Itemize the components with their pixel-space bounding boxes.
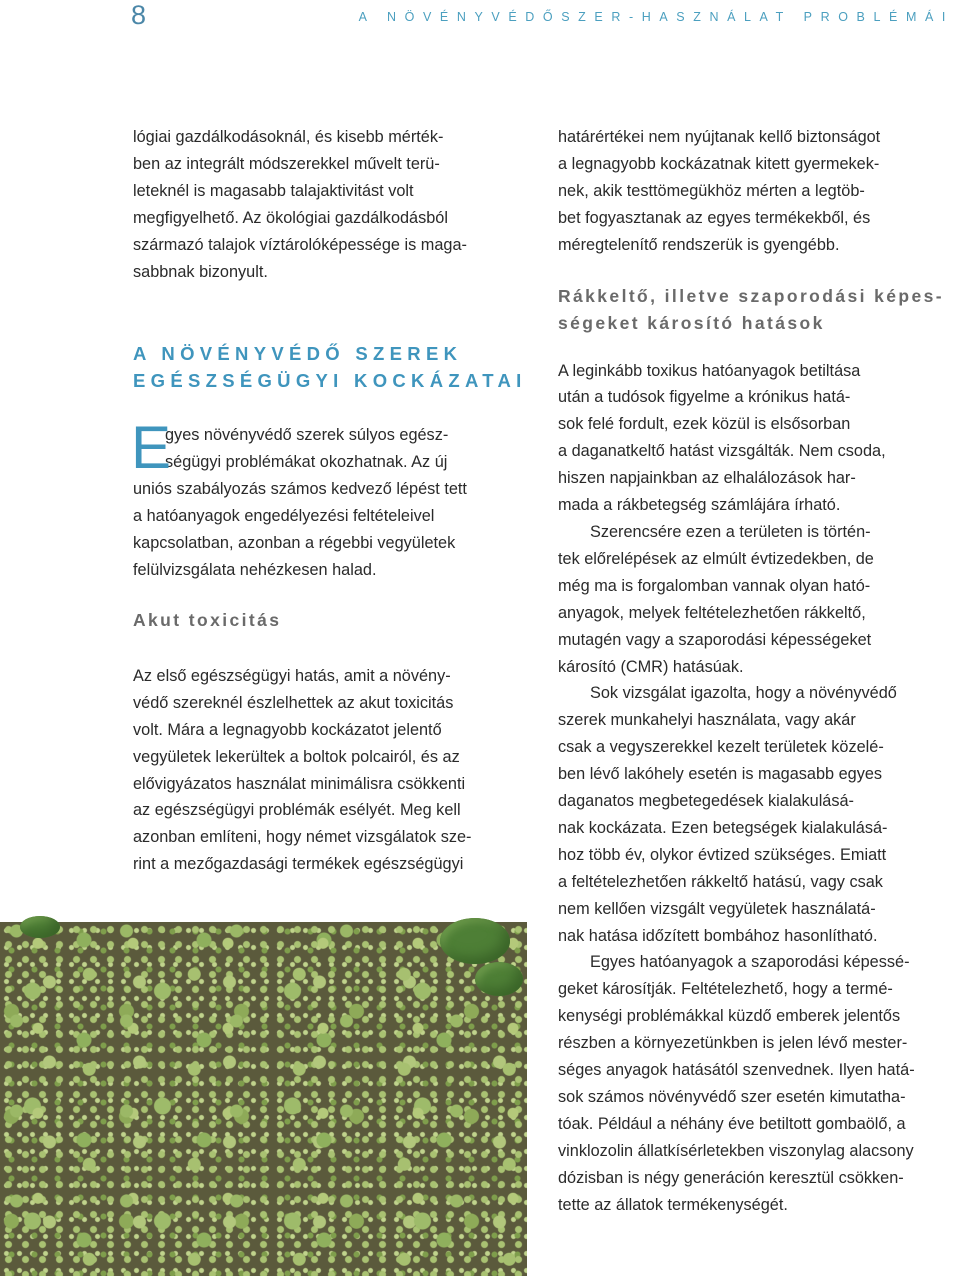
text-line: séges anyagok hatásától szenvednek. Ilyen hatá- — [558, 1061, 915, 1080]
lily-pad-decoration — [20, 916, 60, 938]
text-line: kapcsolatban, azonban a régebbi vegyületek — [133, 534, 456, 553]
text-line: nak hatása időzített bombához hasonlítható. — [558, 926, 878, 945]
page-number: 8 — [131, 0, 147, 30]
text-line: nak kockázata. Ezen betegségek kialakulásá- — [558, 818, 888, 837]
text-line: uniós szabályozás számos kedvező lépést tett — [133, 480, 467, 499]
text-line: sok felé fordult, ezek közül is elsősorban — [558, 415, 851, 434]
text-line: Egyes hatóanyagok a szaporodási képessé- — [590, 953, 910, 972]
text-line: anyagok, melyek feltételezhetően rákkeltő, — [558, 603, 866, 622]
text-line: mutagén vagy a szaporodási képességeket — [558, 630, 872, 649]
text-line: méregtelenítő rendszerük is gyengébb. — [558, 235, 840, 254]
text-line: hoz több év, olykor évtized szükséges. Emiatt — [558, 845, 887, 864]
subheading-line: Rákkeltő, illetve szaporodási képes- — [558, 285, 944, 306]
text-line: mada a rákbetegség számlájára írható. — [558, 496, 841, 515]
text-line: részben a környezetünkben is jelen lévő mester- — [558, 1034, 908, 1053]
text-line: vinklozolin állatkísérletekben viszonylag alacsony — [558, 1141, 914, 1160]
duckweed-pond-photo — [0, 922, 527, 1276]
text-line: szerek munkahelyi használata, vagy akár — [558, 711, 856, 730]
text-line: ségügyi problémákat okozhatnak. Az új — [165, 453, 448, 472]
text-line: származó talajok víztárolóképessége is maga- — [133, 235, 467, 254]
dropcap-paragraph — [131, 414, 528, 583]
text-line: elővigyázatos használat minimálisra csökkenti — [133, 774, 466, 793]
subheading-rakkelto — [558, 283, 958, 337]
akut-paragraph — [133, 663, 528, 878]
text-line: vegyületek lekerültek a boltok polcairól, és az — [133, 747, 460, 766]
text-line: lógiai gazdálkodásoknál, és kisebb mérték- — [133, 128, 444, 146]
text-line: gyes növényvédő szerek súlyos egész- — [165, 426, 449, 445]
left-column — [133, 124, 528, 878]
text-line: azonban említeni, hogy német vizsgálatok sze- — [133, 828, 472, 847]
text-line: nek, akik testtömegükhöz mérten a legtöb- — [558, 181, 865, 200]
text-line: daganatos megbetegedések kialakulásá- — [558, 792, 854, 811]
section-heading-line: A NÖVÉNYVÉDŐ SZEREK — [133, 343, 463, 365]
szerencsere-paragraph — [558, 519, 958, 680]
text-line: felülvizsgálata nehézkesen halad. — [133, 560, 377, 579]
text-line: a legnagyobb kockázatnak kitett gyermekek- — [558, 154, 880, 173]
lily-pad-decoration — [475, 962, 523, 996]
text-line: bet fogyasztanak az egyes termékekből, és — [558, 208, 871, 227]
text-line: sabbnak bizonyult. — [133, 262, 268, 281]
text-line: csak a vegyszerekkel kezelt területek közelé- — [558, 738, 884, 757]
text-line: határértékei nem nyújtanak kellő biztonságot — [558, 128, 881, 146]
text-line: tek előrelépések az elmúlt évtizedekben, de — [558, 549, 874, 568]
text-line: védő szereknél észlelhettek az akut toxicitás — [133, 693, 454, 712]
text-line: után a tudósok figyelme a krónikus hatá- — [558, 388, 851, 407]
text-line: a feltételezhetően rákkeltő hatású, vagy csak — [558, 872, 883, 891]
text-line: károsító (CMR) hatásúak. — [558, 657, 744, 676]
continued-paragraph — [558, 124, 958, 259]
text-line: megfigyelhető. Az ökológiai gazdálkodásból — [133, 208, 448, 227]
text-line: volt. Mára a legnagyobb kockázatot jelentő — [133, 720, 442, 739]
rakkelto-paragraph — [558, 358, 958, 519]
text-line: az egészségügyi problémák esélyét. Meg kell — [133, 801, 461, 820]
text-line: kenységi problémákkal küzdő emberek jelentős — [558, 1007, 901, 1026]
text-line: a hatóanyagok engedélyezési feltételeivel — [133, 507, 435, 526]
text-line: Szerencsére ezen a területen is történ- — [590, 522, 871, 541]
text-line: hiszen napjainkban az elhalálozások har- — [558, 469, 856, 488]
sok-vizsgalat-paragraph — [558, 680, 958, 949]
text-line: geket károsítják. Feltételezhető, hogy a termé- — [558, 980, 893, 999]
text-line: még ma is forgalomban vannak olyan ható- — [558, 576, 871, 595]
text-line: ben lévő lakóhely esetén is magasabb egyes — [558, 765, 883, 784]
lily-pad-decoration — [440, 918, 510, 964]
running-head: A NÖVÉNYVÉDŐSZER-HASZNÁLAT PROBLÉMÁI — [358, 10, 954, 24]
right-column — [558, 124, 958, 1219]
text-line: Az első egészségügyi hatás, amit a növény- — [133, 666, 451, 685]
text-line: sok számos növényvédő szer esetén kimutatha- — [558, 1088, 906, 1106]
egyes-hatoanyagok-paragraph — [558, 949, 958, 1218]
section-heading — [133, 340, 528, 394]
text-line: a daganatkeltő hatást vizsgálták. Nem csoda, — [558, 442, 886, 461]
dropcap-letter: E — [131, 414, 172, 482]
text-line: rint a mezőgazdasági termékek egészségügyi — [133, 855, 464, 874]
text-line: nem kellően vizsgált vegyületek használatá- — [558, 899, 876, 918]
subheading-akut-toxicitas: Akut toxicitás — [133, 609, 282, 630]
subheading-line: ségeket károsító hatások — [558, 312, 825, 333]
text-line: Sok vizsgálat igazolta, hogy a növényvédő — [590, 684, 897, 703]
section-heading-line: EGÉSZSÉGÜGYI KOCKÁZATAI — [133, 370, 527, 392]
text-line: tóak. Például a néhány éve betiltott gombaölő, a — [558, 1114, 906, 1133]
text-line: dózisban is négy generáción keresztül csökken- — [558, 1168, 904, 1187]
text-line: leteknél is magasabb talajaktivitást volt — [133, 181, 414, 200]
text-line: ben az integrált módszerekkel művelt terü- — [133, 154, 440, 173]
text-line: tette az állatok termékenységét. — [558, 1195, 788, 1214]
intro-paragraph — [133, 124, 528, 285]
page-header — [0, 0, 960, 36]
text-line: A leginkább toxikus hatóanyagok betiltása — [558, 361, 861, 380]
